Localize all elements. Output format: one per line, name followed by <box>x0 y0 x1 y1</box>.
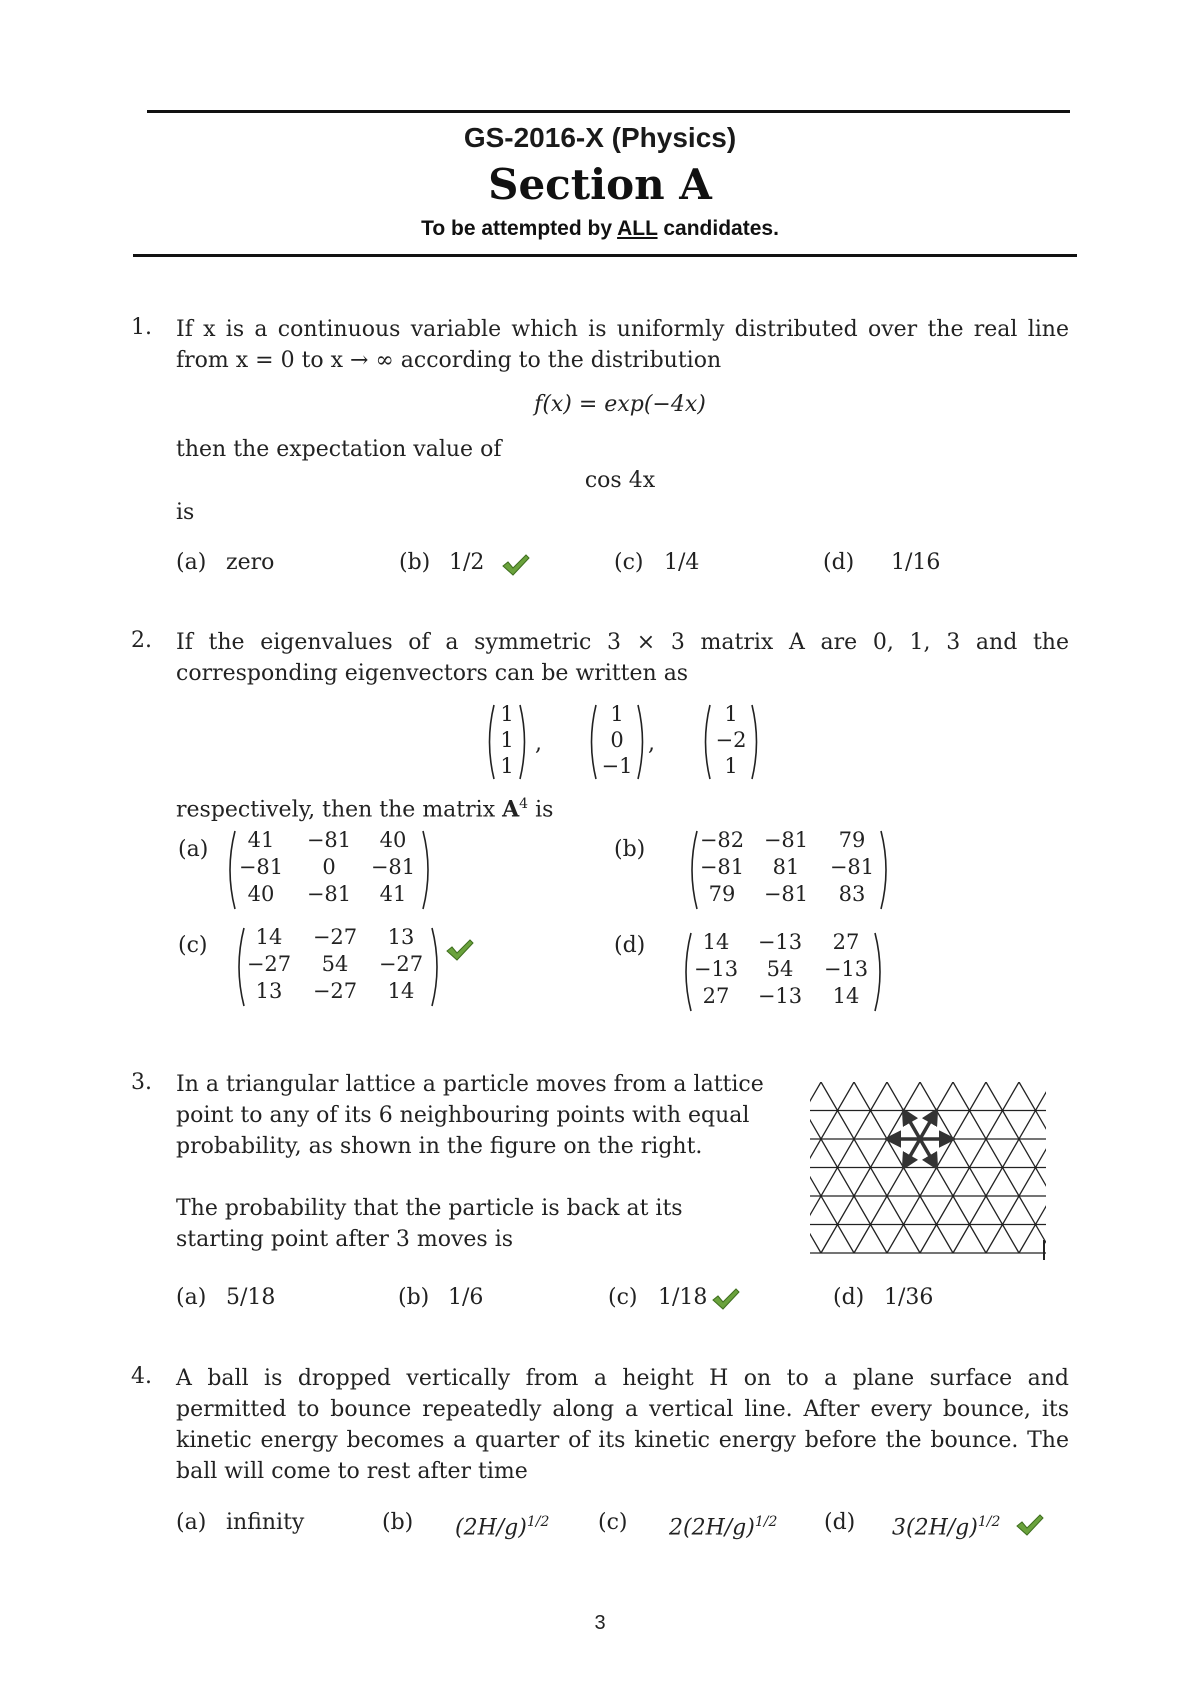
q4-line1: A ball is dropped vertically from a height H on to a plane surface and <box>176 1366 1069 1391</box>
q2a-cell: −81 <box>306 882 352 906</box>
q2-eigenvector-1 <box>484 702 530 782</box>
q2c-cell: −27 <box>312 925 358 949</box>
q3-option-c-label: (c) <box>608 1285 638 1310</box>
q1-line1: If x is a continuous variable which is uniformly distributed over the real line <box>176 317 1069 342</box>
q1-option-a-label: (a) <box>176 550 207 575</box>
q2d-cell: −13 <box>823 957 869 981</box>
q2-v1-cell: 1 <box>500 754 514 778</box>
q2a-cell: 41 <box>247 828 275 852</box>
q2-line2: corresponding eigenvectors can be written as <box>176 661 689 686</box>
q4-option-a-label: (a) <box>176 1510 207 1535</box>
triangular-lattice-figure <box>806 1078 1050 1260</box>
section-title: Section A <box>488 160 712 209</box>
q2d-cell: 54 <box>766 957 794 981</box>
q2-v2-cell: −1 <box>601 754 633 778</box>
q2-option-b-label: (b) <box>614 837 646 862</box>
q2d-cell: −13 <box>757 930 803 954</box>
q2-option-c-label: (c) <box>178 933 208 958</box>
q4-option-d-label: (d) <box>824 1510 856 1535</box>
q4-option-a-text: infinity <box>226 1510 305 1535</box>
q2b-cell: −81 <box>763 882 809 906</box>
q2b-cell: 81 <box>772 855 800 879</box>
q3-option-c-text: 1/18 <box>658 1285 708 1310</box>
q2b-cell: −82 <box>699 828 745 852</box>
q1-option-c-text: 1/4 <box>664 550 700 575</box>
q2a-cell: −81 <box>238 855 284 879</box>
q3-line4: The probability that the particle is back at its <box>176 1196 683 1221</box>
q4-correct-check-icon <box>1016 1513 1044 1537</box>
q2a-cell: −81 <box>370 855 416 879</box>
q2d-cell: 27 <box>702 984 730 1008</box>
q1-line3: then the expectation value of <box>176 437 502 462</box>
q3-option-d-text: 1/36 <box>884 1285 934 1310</box>
q3-line2: point to any of its 6 neighbouring points with equal <box>176 1103 750 1128</box>
q4-line4: ball will come to rest after time <box>176 1459 528 1484</box>
q3-option-d-label: (d) <box>833 1285 865 1310</box>
q3-correct-check-icon <box>712 1287 740 1311</box>
q3-option-b-text: 1/6 <box>448 1285 484 1310</box>
q2-number: 2. <box>131 628 152 653</box>
q1-option-a-text: zero <box>226 550 275 575</box>
q2d-cell: 14 <box>832 984 860 1008</box>
header-bottom-rule <box>133 254 1077 257</box>
q2-option-a-matrix <box>224 828 434 912</box>
q1-option-b-label: (b) <box>399 550 431 575</box>
q2-option-d-matrix <box>680 930 886 1014</box>
q1-option-d-label: (d) <box>823 550 855 575</box>
q3-line3: probability, as shown in the figure on the right. <box>176 1134 703 1159</box>
q3-line1: In a triangular lattice a particle moves from a lattice <box>176 1072 764 1097</box>
q2c-cell: −27 <box>246 952 292 976</box>
q2-option-c-matrix <box>233 925 443 1009</box>
q2c-cell: −27 <box>378 952 424 976</box>
q1-option-b-text: 1/2 <box>449 550 485 575</box>
page-number: 3 <box>594 1612 606 1634</box>
q2-v1-cell: 1 <box>500 728 514 752</box>
q2b-cell: 79 <box>838 828 866 852</box>
q2d-cell: −13 <box>693 957 739 981</box>
q2a-cell: 41 <box>379 882 407 906</box>
q1-option-d-text: 1/16 <box>891 550 941 575</box>
q2a-cell: −81 <box>306 828 352 852</box>
q2-option-b-matrix <box>686 828 892 912</box>
section-instruction: To be attempted by ALL candidates. <box>421 217 779 240</box>
q2-correct-check-icon <box>446 938 474 962</box>
paper-title: GS-2016-X (Physics) <box>463 122 737 153</box>
q3-option-a-label: (a) <box>176 1285 207 1310</box>
q2-v3-cell: 1 <box>724 754 738 778</box>
q1-correct-check-icon <box>502 553 530 577</box>
q3-option-b-label: (b) <box>398 1285 430 1310</box>
q2-option-d-label: (d) <box>614 933 646 958</box>
q2b-cell: 83 <box>838 882 866 906</box>
q2b-cell: −81 <box>829 855 875 879</box>
q1-option-c-label: (c) <box>614 550 644 575</box>
q2c-cell: −27 <box>312 979 358 1003</box>
q2-line1: If the eigenvalues of a symmetric 3 × 3 matrix A are 0, 1, 3 and the <box>176 630 1069 655</box>
q2b-cell: −81 <box>763 828 809 852</box>
q4-number: 4. <box>131 1364 152 1389</box>
q4-option-b-text: $(2H/g)^{1/2}$ <box>455 1514 550 1541</box>
q2-v2-cell: 0 <box>610 728 624 752</box>
q2d-cell: −13 <box>757 984 803 1008</box>
q2c-cell: 13 <box>387 925 415 949</box>
q1-formula: f(x) = exp(−4x) <box>534 392 706 417</box>
q1-line2: from x = 0 to x → ∞ according to the distribution <box>176 348 722 373</box>
q3-option-a-text: 5/18 <box>226 1285 276 1310</box>
q2-eigenvector-2 <box>586 702 648 782</box>
q2-v3-cell: 1 <box>724 702 738 726</box>
q2-v1-cell: 1 <box>500 702 514 726</box>
q2b-cell: −81 <box>699 855 745 879</box>
q1-expression: cos 4x <box>584 468 656 493</box>
q2-comma: , <box>648 731 655 756</box>
q2-option-a-label: (a) <box>178 837 209 862</box>
q2d-cell: 14 <box>702 930 730 954</box>
q3-line5: starting point after 3 moves is <box>176 1227 514 1252</box>
q4-option-b-label: (b) <box>382 1510 414 1535</box>
q2a-cell: 40 <box>379 828 407 852</box>
q2a-cell: 0 <box>322 855 336 879</box>
q2c-cell: 14 <box>255 925 283 949</box>
q2c-cell: 13 <box>255 979 283 1003</box>
q2d-cell: 27 <box>832 930 860 954</box>
q2-comma: , <box>535 731 542 756</box>
q4-line2: permitted to bounce repeatedly along a vertical line. After every bounce, its <box>176 1397 1069 1422</box>
q2-line3: respectively, then the matrix $A^4$ is <box>176 796 554 823</box>
q2a-cell: 40 <box>247 882 275 906</box>
q3-number: 3. <box>131 1070 152 1095</box>
q2-v2-cell: 1 <box>610 702 624 726</box>
q2c-cell: 54 <box>321 952 349 976</box>
q2-v3-cell: −2 <box>715 728 747 752</box>
q4-option-c-label: (c) <box>598 1510 628 1535</box>
move-arrows <box>887 1111 953 1168</box>
q4-line3: kinetic energy becomes a quarter of its kinetic energy before the bounce. The <box>176 1428 1069 1453</box>
q1-line4: is <box>176 500 195 525</box>
q1-number: 1. <box>131 315 152 340</box>
q4-option-d-text: $3(2H/g)^{1/2}$ <box>892 1514 1001 1541</box>
header-top-rule <box>147 110 1070 113</box>
q2-eigenvector-3 <box>700 702 762 782</box>
q2b-cell: 79 <box>708 882 736 906</box>
q2c-cell: 14 <box>387 979 415 1003</box>
q4-option-c-text: $2(2H/g)^{1/2}$ <box>669 1514 778 1541</box>
